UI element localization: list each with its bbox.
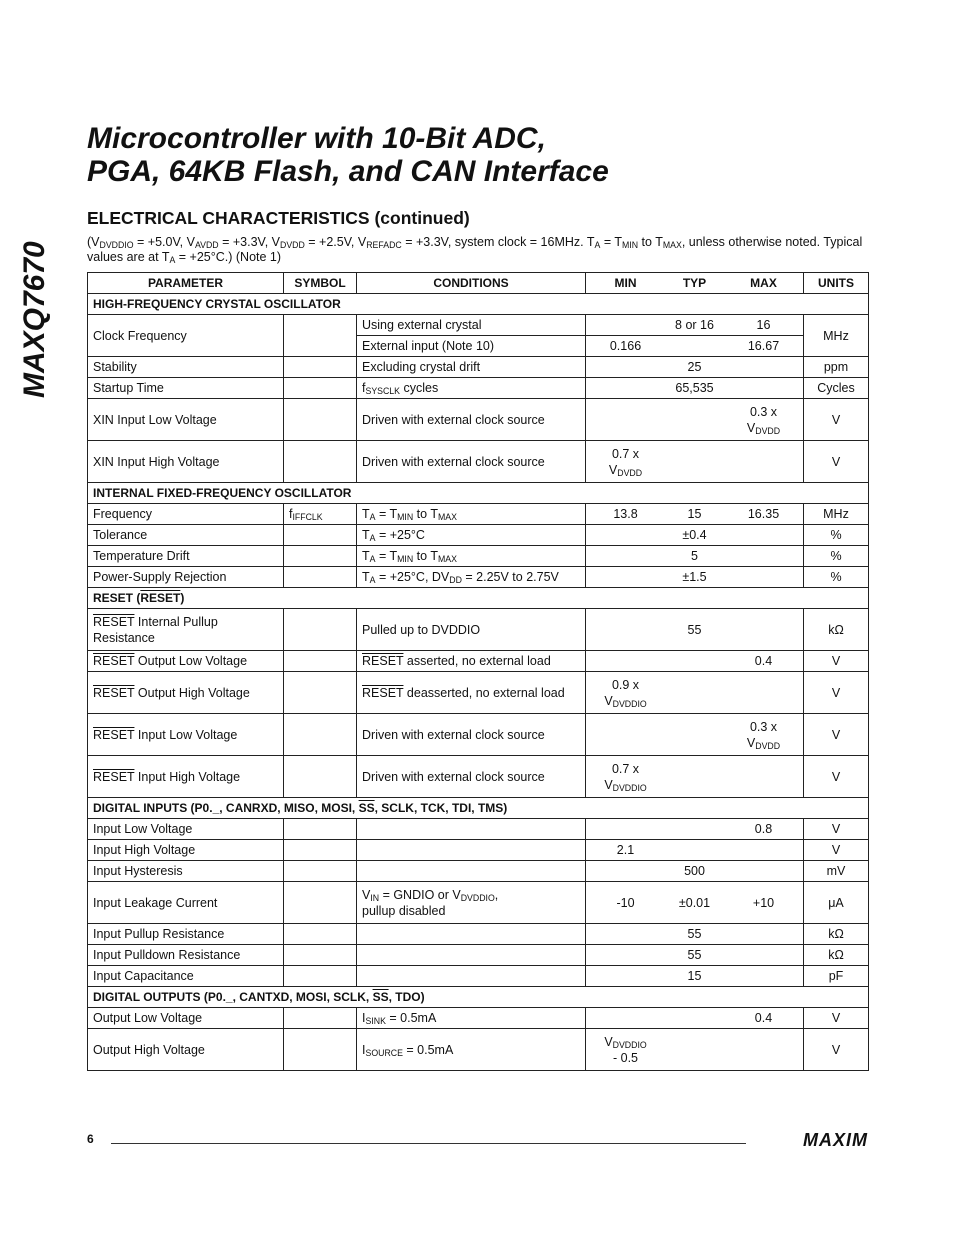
table-row: Startup Time $f_{SYSCLK}$ cycles 65,535 Cycles: [88, 378, 869, 399]
table-row: Input Low Voltage 0.8 V: [88, 819, 869, 840]
table-row: Stability Excluding crystal drift 25 ppm: [88, 357, 869, 378]
table-row: Output High Voltage $I_{SOURCE} = 0.5mA$ $V_{DVDDIO}$ - 0.5 V: [88, 1029, 869, 1071]
table-row: Input Hysteresis 500 mV: [88, 861, 869, 882]
table-row: XIN Input High Voltage Driven with external clock source 0.7 x $V_{DVDD}$ V: [88, 441, 869, 483]
table-row: RESET Input Low Voltage Driven with external clock source 0.3 x $V_{DVDD}$ V: [88, 714, 869, 756]
header-symbol: SYMBOL: [284, 273, 357, 294]
section-row: DIGITAL OUTPUTS (P0._, CANTXD, MOSI, SCLK, $\overline{SS}$, TDO): [88, 987, 869, 1008]
header-parameter: PARAMETER: [88, 273, 284, 294]
header-row: [88, 273, 869, 294]
table-row: Output Low Voltage $I_{SINK} = 0.5mA$ 0.4 V: [88, 1008, 869, 1029]
footer-rule: [111, 1143, 746, 1144]
page-number: 6: [87, 1132, 94, 1146]
table-row: Clock Frequency Using external crystal 8 or 16 16 MHz: [88, 315, 869, 336]
table-row: Input Leakage Current $V_{IN}$ = GNDIO or $V_{DVDDIO}$, pullup disabled -10 ±0.01 +10 μA: [88, 882, 869, 924]
table-row: Input Pullup Resistance 55 kΩ: [88, 924, 869, 945]
header-conditions: CONDITIONS: [357, 273, 586, 294]
section-title: ELECTRICAL CHARACTERISTICS (continued): [87, 208, 470, 228]
title-line-2: PGA, 64KB Flash, and CAN Interface: [87, 155, 609, 188]
electrical-characteristics-table: [87, 272, 869, 1071]
table-row: External input (Note 10) 0.166 16.67: [88, 336, 869, 357]
document-title: [87, 122, 609, 188]
table-row: Frequency $f_{IFFCLK}$ $T_A = T_{MIN}$ to $T_{MAX}$ 13.8 15 16.35 MHz: [88, 504, 869, 525]
table-row: Input Pulldown Resistance 55 kΩ: [88, 945, 869, 966]
table-row: Temperature Drift $T_A = T_{MIN}$ to $T_{MAX}$ 5 %: [88, 546, 869, 567]
section-row: DIGITAL INPUTS (P0._, CANRXD, MISO, MOSI, $\overline{SS}$, SCLK, TCK, TDI, TMS): [88, 798, 869, 819]
table-row: XIN Input Low Voltage Driven with external clock source 0.3 x $V_{DVDD}$ V: [88, 399, 869, 441]
section-row: HIGH-FREQUENCY CRYSTAL OSCILLATOR: [88, 294, 869, 315]
table-row: Input Capacitance 15 pF: [88, 966, 869, 987]
test-conditions: ($V_{DVDDIO} = +5.0V$, $V_{AVDD} = +3.3V$, $V_{DVDD} = +2.5V$, $V_{REFADC} = +3.3V$, system clock = 16MHz. $T_A = T_{MIN}$ to $T_{MAX}$, unless otherwise noted. Typical values are at $T_A = +25^\circ C$.) (Note 1): [87, 235, 863, 265]
table-row: RESET Output Low Voltage RESET asserted, no external load 0.4 V: [88, 651, 869, 672]
maxim-logo: MAXIM: [803, 1130, 868, 1150]
header-units: UNITS: [804, 273, 869, 294]
section-row: INTERNAL FIXED-FREQUENCY OSCILLATOR: [88, 483, 869, 504]
table-row: Input High Voltage 2.1 V: [88, 840, 869, 861]
side-part-number: [12, 210, 56, 400]
header-min-typ-max: MIN TYP MAX: [586, 273, 804, 294]
title-line-1: Microcontroller with 10-Bit ADC,: [87, 122, 546, 155]
table-row: Power-Supply Rejection $T_A = +25^\circ C$, $DV_{DD} = 2.25V$ to 2.75V ±1.5 %: [88, 567, 869, 588]
table-row: RESET Internal Pullup Resistance Pulled up to DVDDIO 55 kΩ: [88, 609, 869, 651]
table-row: RESET Output High Voltage RESET deasserted, no external load 0.9 x $V_{DVDDIO}$ V: [88, 672, 869, 714]
table-row: RESET Input High Voltage Driven with external clock source 0.7 x $V_{DVDDIO}$ V: [88, 756, 869, 798]
table-row: Tolerance $T_A = +25^\circ C$ ±0.4 %: [88, 525, 869, 546]
section-row: RESET (RESET): [88, 588, 869, 609]
page-footer: [87, 1130, 868, 1150]
side-part-number-text: MAXQ7670: [18, 241, 51, 398]
